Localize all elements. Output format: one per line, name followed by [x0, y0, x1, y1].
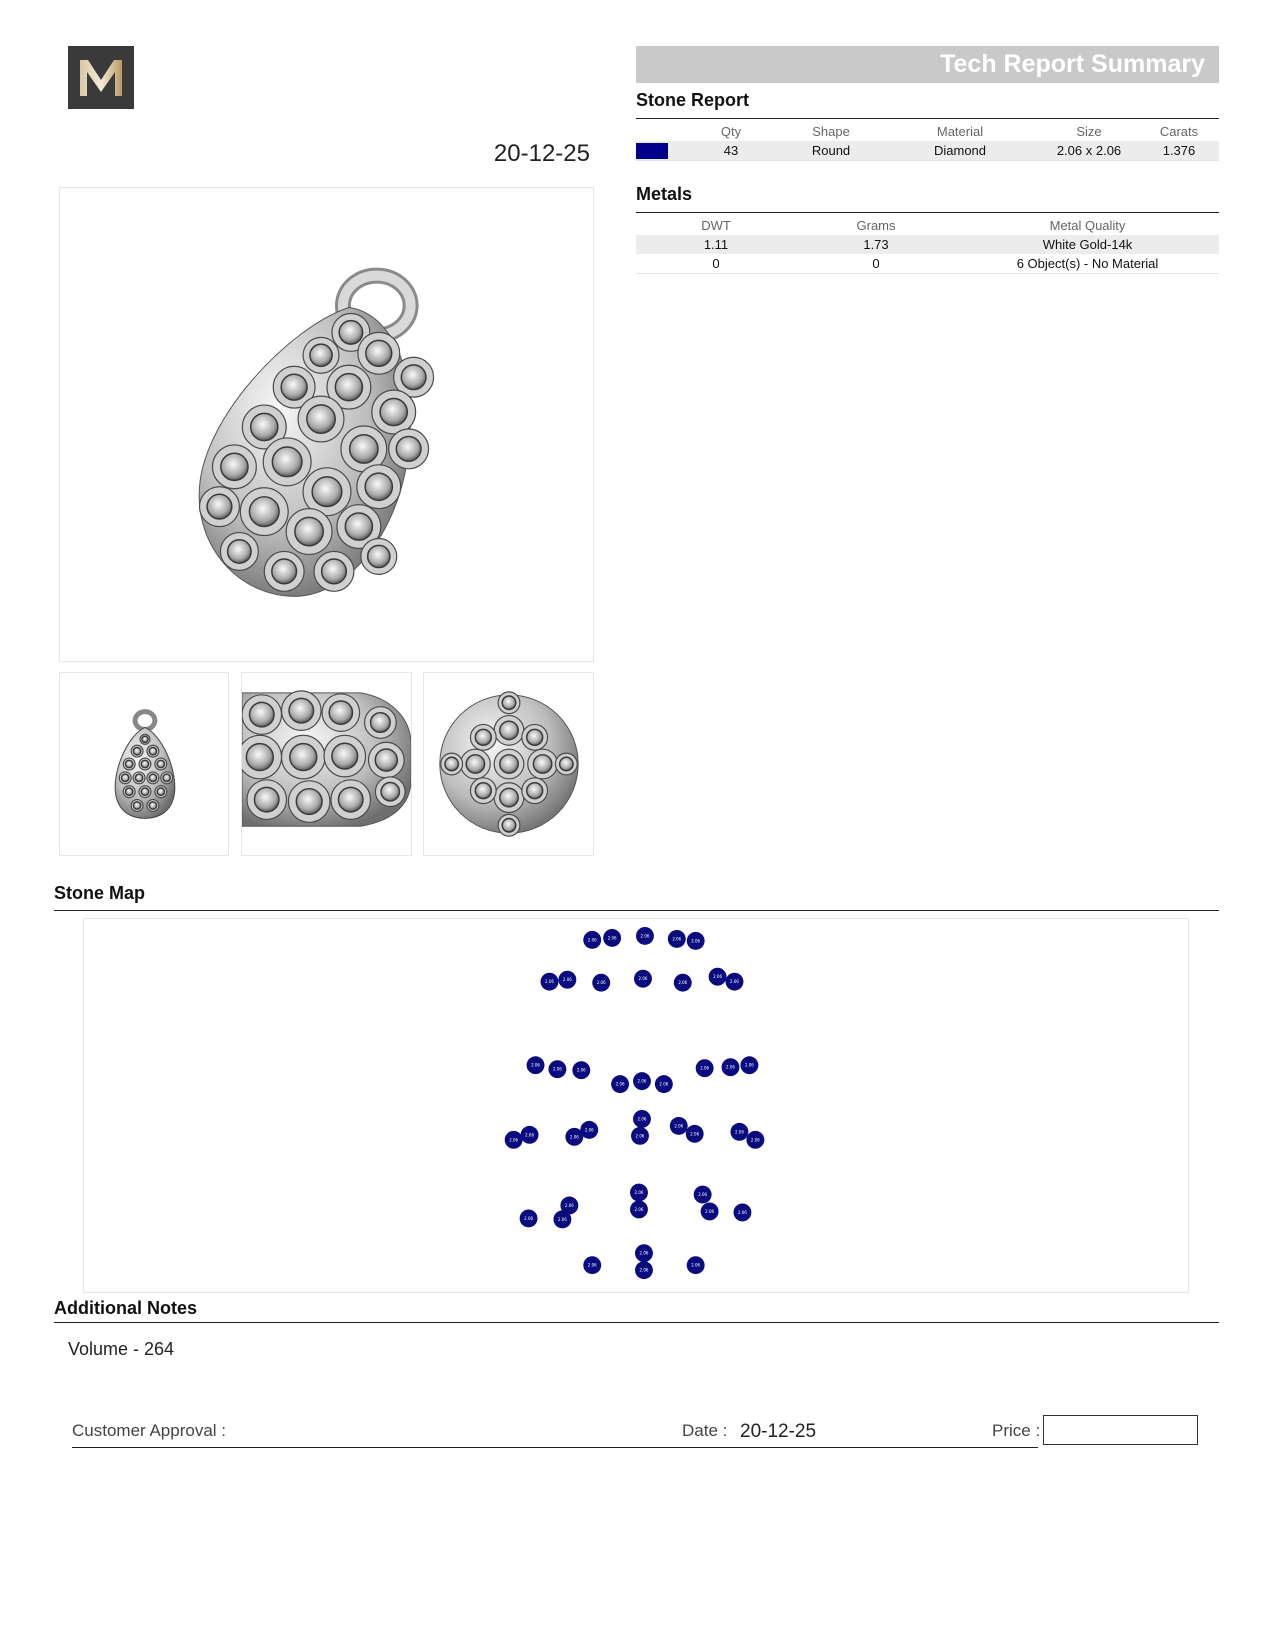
report-title: Tech Report Summary — [940, 50, 1205, 78]
shape-column-header: Shape — [812, 123, 850, 139]
stone-seat — [375, 749, 397, 771]
table-row — [636, 254, 1219, 274]
stone-size-label: 2.06 — [584, 1127, 594, 1133]
stone-size-label: 2.06 — [634, 1190, 644, 1196]
carats-column-header: Carats — [1159, 123, 1199, 139]
pendant-perspective-render — [60, 188, 593, 661]
stone-report-rule — [636, 118, 1219, 119]
stone-size-label: 2.06 — [607, 935, 617, 941]
thumbnail-side — [241, 672, 412, 856]
stone-seat — [527, 783, 543, 799]
stone-seat — [350, 435, 378, 463]
stone-seat — [310, 344, 332, 366]
stone-seat — [141, 788, 148, 795]
approval-date-value: 20-12-25 — [740, 1421, 817, 1442]
stone-size-label: 2.06 — [750, 1137, 760, 1143]
stone-seat — [502, 696, 515, 709]
stone-seat — [560, 757, 573, 770]
stone-seat — [368, 545, 390, 567]
stone-size-label: 2.06 — [576, 1067, 586, 1073]
stone-size-label: 2.06 — [557, 1216, 567, 1222]
title-bar — [636, 46, 1219, 83]
pendant-front-render — [60, 673, 228, 855]
metals-rule — [636, 212, 1219, 213]
pendant-side-closeup-render — [242, 673, 411, 855]
stone-size-label: 2.06 — [562, 977, 572, 983]
stone-seat — [281, 374, 307, 400]
stone-size-label: 2.06 — [726, 1064, 735, 1070]
material-cell: Diamond — [881, 141, 1039, 161]
stone-seat — [126, 788, 133, 795]
stone-size-label: 2.06 — [587, 1262, 597, 1268]
stone-seat — [221, 453, 248, 480]
stone-seat — [332, 743, 358, 769]
stone-size-label: 2.06 — [691, 938, 701, 944]
stone-size-label: 2.06 — [674, 1123, 684, 1129]
size-column-header: Size — [1076, 123, 1102, 139]
stone-seat — [250, 702, 275, 727]
stone-seat — [380, 398, 407, 425]
stone-size-label: 2.06 — [744, 1062, 754, 1068]
pendant-bottom-render — [424, 673, 593, 855]
stone-seat — [527, 729, 543, 745]
stone-seat — [475, 783, 491, 799]
stone-seat — [466, 755, 484, 773]
thumbnail-front — [59, 672, 229, 856]
stone-seat — [289, 698, 314, 723]
table-row — [636, 141, 1219, 161]
stone-seat — [312, 477, 342, 507]
stone-seat — [246, 744, 273, 771]
stone-seat — [149, 774, 156, 781]
stone-size-label: 2.06 — [730, 979, 739, 985]
additional-notes-heading: Additional Notes — [54, 1298, 197, 1318]
price-label: Price : — [992, 1421, 1041, 1440]
dwt-column-header: DWT — [701, 217, 731, 233]
stone-seat — [163, 774, 170, 781]
material-column-header: Material — [936, 123, 984, 139]
stone-seat — [345, 513, 372, 540]
report-date: 20-12-25 — [493, 140, 590, 167]
metals-header-row — [636, 215, 1219, 235]
metal-quality-column-header: Metal Quality — [1049, 217, 1126, 233]
stone-size-label: 2.06 — [672, 936, 682, 942]
stone-size-label: 2.06 — [615, 1081, 625, 1087]
stone-seat — [141, 760, 148, 767]
stone-size-label: 2.06 — [698, 1192, 708, 1198]
stone-seat — [396, 437, 421, 462]
stone-size-label: 2.06 — [638, 976, 648, 982]
stone-map-heading: Stone Map — [54, 883, 146, 903]
stone-seat — [142, 736, 148, 742]
additional-notes-rule — [54, 1322, 1219, 1323]
stone-size-label: 2.06 — [635, 1133, 645, 1139]
approval-signature-line — [72, 1447, 1038, 1448]
table-row — [636, 235, 1219, 254]
stone-seat — [149, 802, 156, 809]
stone-size-label: 2.06 — [587, 937, 597, 943]
stone-size-label: 2.06 — [690, 1131, 700, 1137]
stone-seat — [157, 788, 164, 795]
grams-column-header: Grams — [856, 217, 896, 233]
stone-seat — [126, 760, 133, 767]
stone-size-label: 2.06 — [700, 1065, 710, 1071]
stone-seat — [295, 517, 323, 545]
stone-size-label: 2.06 — [639, 1267, 649, 1273]
stone-seat — [339, 321, 362, 344]
customer-approval-label: Customer Approval : — [72, 1421, 227, 1440]
stone-size-label: 2.06 — [552, 1066, 562, 1072]
stone-map-canvas — [84, 919, 1188, 1292]
qty-cell: 43 — [681, 141, 781, 161]
stone-size-label: 2.06 — [659, 1081, 669, 1087]
stone-seat — [381, 782, 399, 800]
additional-notes-text: Volume - 264 — [68, 1339, 175, 1359]
setting-rings — [242, 691, 405, 822]
stone-size-label: 2.06 — [531, 1062, 540, 1068]
swatch-column-header — [636, 121, 681, 141]
stone-size-label: 2.06 — [564, 1202, 574, 1208]
stone-seat — [122, 774, 129, 781]
stone-seat — [249, 497, 279, 527]
stone-seat — [371, 713, 391, 733]
stone-color-swatch — [636, 143, 668, 159]
stone-size-label: 2.06 — [596, 980, 606, 986]
stone-size-label: 2.06 — [524, 1215, 533, 1221]
stone-seat — [500, 721, 518, 739]
stone-color-cell — [636, 141, 681, 161]
stone-seat — [296, 789, 322, 815]
stone-size-label: 2.06 — [738, 1209, 747, 1215]
stone-size-label: 2.06 — [639, 1250, 649, 1256]
stone-seat — [335, 374, 362, 401]
qty-column-header: Qty — [720, 123, 742, 139]
thumbnail-bottom — [423, 672, 594, 856]
stone-seat — [149, 747, 156, 754]
stone-seat — [133, 747, 140, 754]
stone-size-label: 2.06 — [678, 980, 688, 986]
stone-map — [83, 918, 1189, 1293]
stone-size-label: 2.06 — [640, 933, 650, 939]
stone-size-label: 2.06 — [691, 1262, 701, 1268]
stone-seat — [272, 447, 302, 477]
stone-size-label: 2.06 — [713, 974, 722, 980]
stone-seat — [445, 757, 458, 770]
metal-quality-cell: 6 Object(s) - No Material — [956, 254, 1219, 274]
stone-seat — [475, 729, 491, 745]
metals-table — [636, 215, 1219, 274]
stone-report-header-row — [636, 121, 1219, 141]
stone-seat — [251, 413, 278, 440]
stone-seat — [322, 559, 347, 584]
stone-seat — [533, 755, 551, 773]
stone-seat — [157, 760, 164, 767]
stone-size-label: 2.06 — [545, 979, 554, 985]
stone-seat — [502, 819, 515, 832]
stone-seat — [338, 787, 363, 812]
stone-size-label: 2.06 — [705, 1208, 715, 1214]
main-render-panel — [59, 187, 594, 662]
stone-seat — [365, 473, 392, 500]
stone-seat — [133, 802, 140, 809]
stone-size-label: 2.06 — [525, 1132, 534, 1138]
stone-map-rule — [54, 910, 1219, 911]
size-cell: 2.06 x 2.06 — [1039, 141, 1139, 161]
stone-size-label: 2.06 — [735, 1129, 744, 1135]
shape-cell: Round — [781, 141, 881, 161]
company-logo — [68, 46, 134, 109]
stone-seat — [500, 788, 518, 806]
approval-date-label: Date : — [682, 1421, 728, 1440]
stone-seat — [500, 755, 518, 773]
metals-heading: Metals — [636, 184, 693, 204]
stone-report-table — [636, 121, 1219, 161]
stone-seat — [135, 774, 142, 781]
dwt-cell: 0 — [636, 254, 796, 274]
stone-seat — [366, 340, 392, 366]
stone-size-label: 2.06 — [569, 1134, 579, 1140]
grams-cell: 1.73 — [796, 235, 956, 254]
stone-seat — [329, 701, 352, 724]
stone-seat — [307, 405, 335, 433]
stone-seat — [401, 365, 426, 390]
stone-report-heading: Stone Report — [636, 90, 750, 110]
stone-seat — [272, 559, 297, 584]
stone-size-label: 2.06 — [637, 1078, 647, 1084]
stone-seat — [290, 744, 317, 771]
price-field[interactable] — [1043, 1415, 1198, 1445]
stone-seat — [254, 787, 279, 812]
grams-cell: 0 — [796, 254, 956, 274]
stone-seat — [207, 494, 232, 519]
stone-size-label: 2.06 — [637, 1116, 647, 1122]
stone-size-label: 2.06 — [509, 1137, 519, 1143]
dwt-cell: 1.11 — [636, 235, 796, 254]
metal-quality-cell: White Gold-14k — [956, 235, 1219, 254]
carats-cell: 1.376 — [1139, 141, 1219, 161]
stone-size-label: 2.06 — [634, 1206, 644, 1212]
stone-seat — [228, 540, 251, 563]
